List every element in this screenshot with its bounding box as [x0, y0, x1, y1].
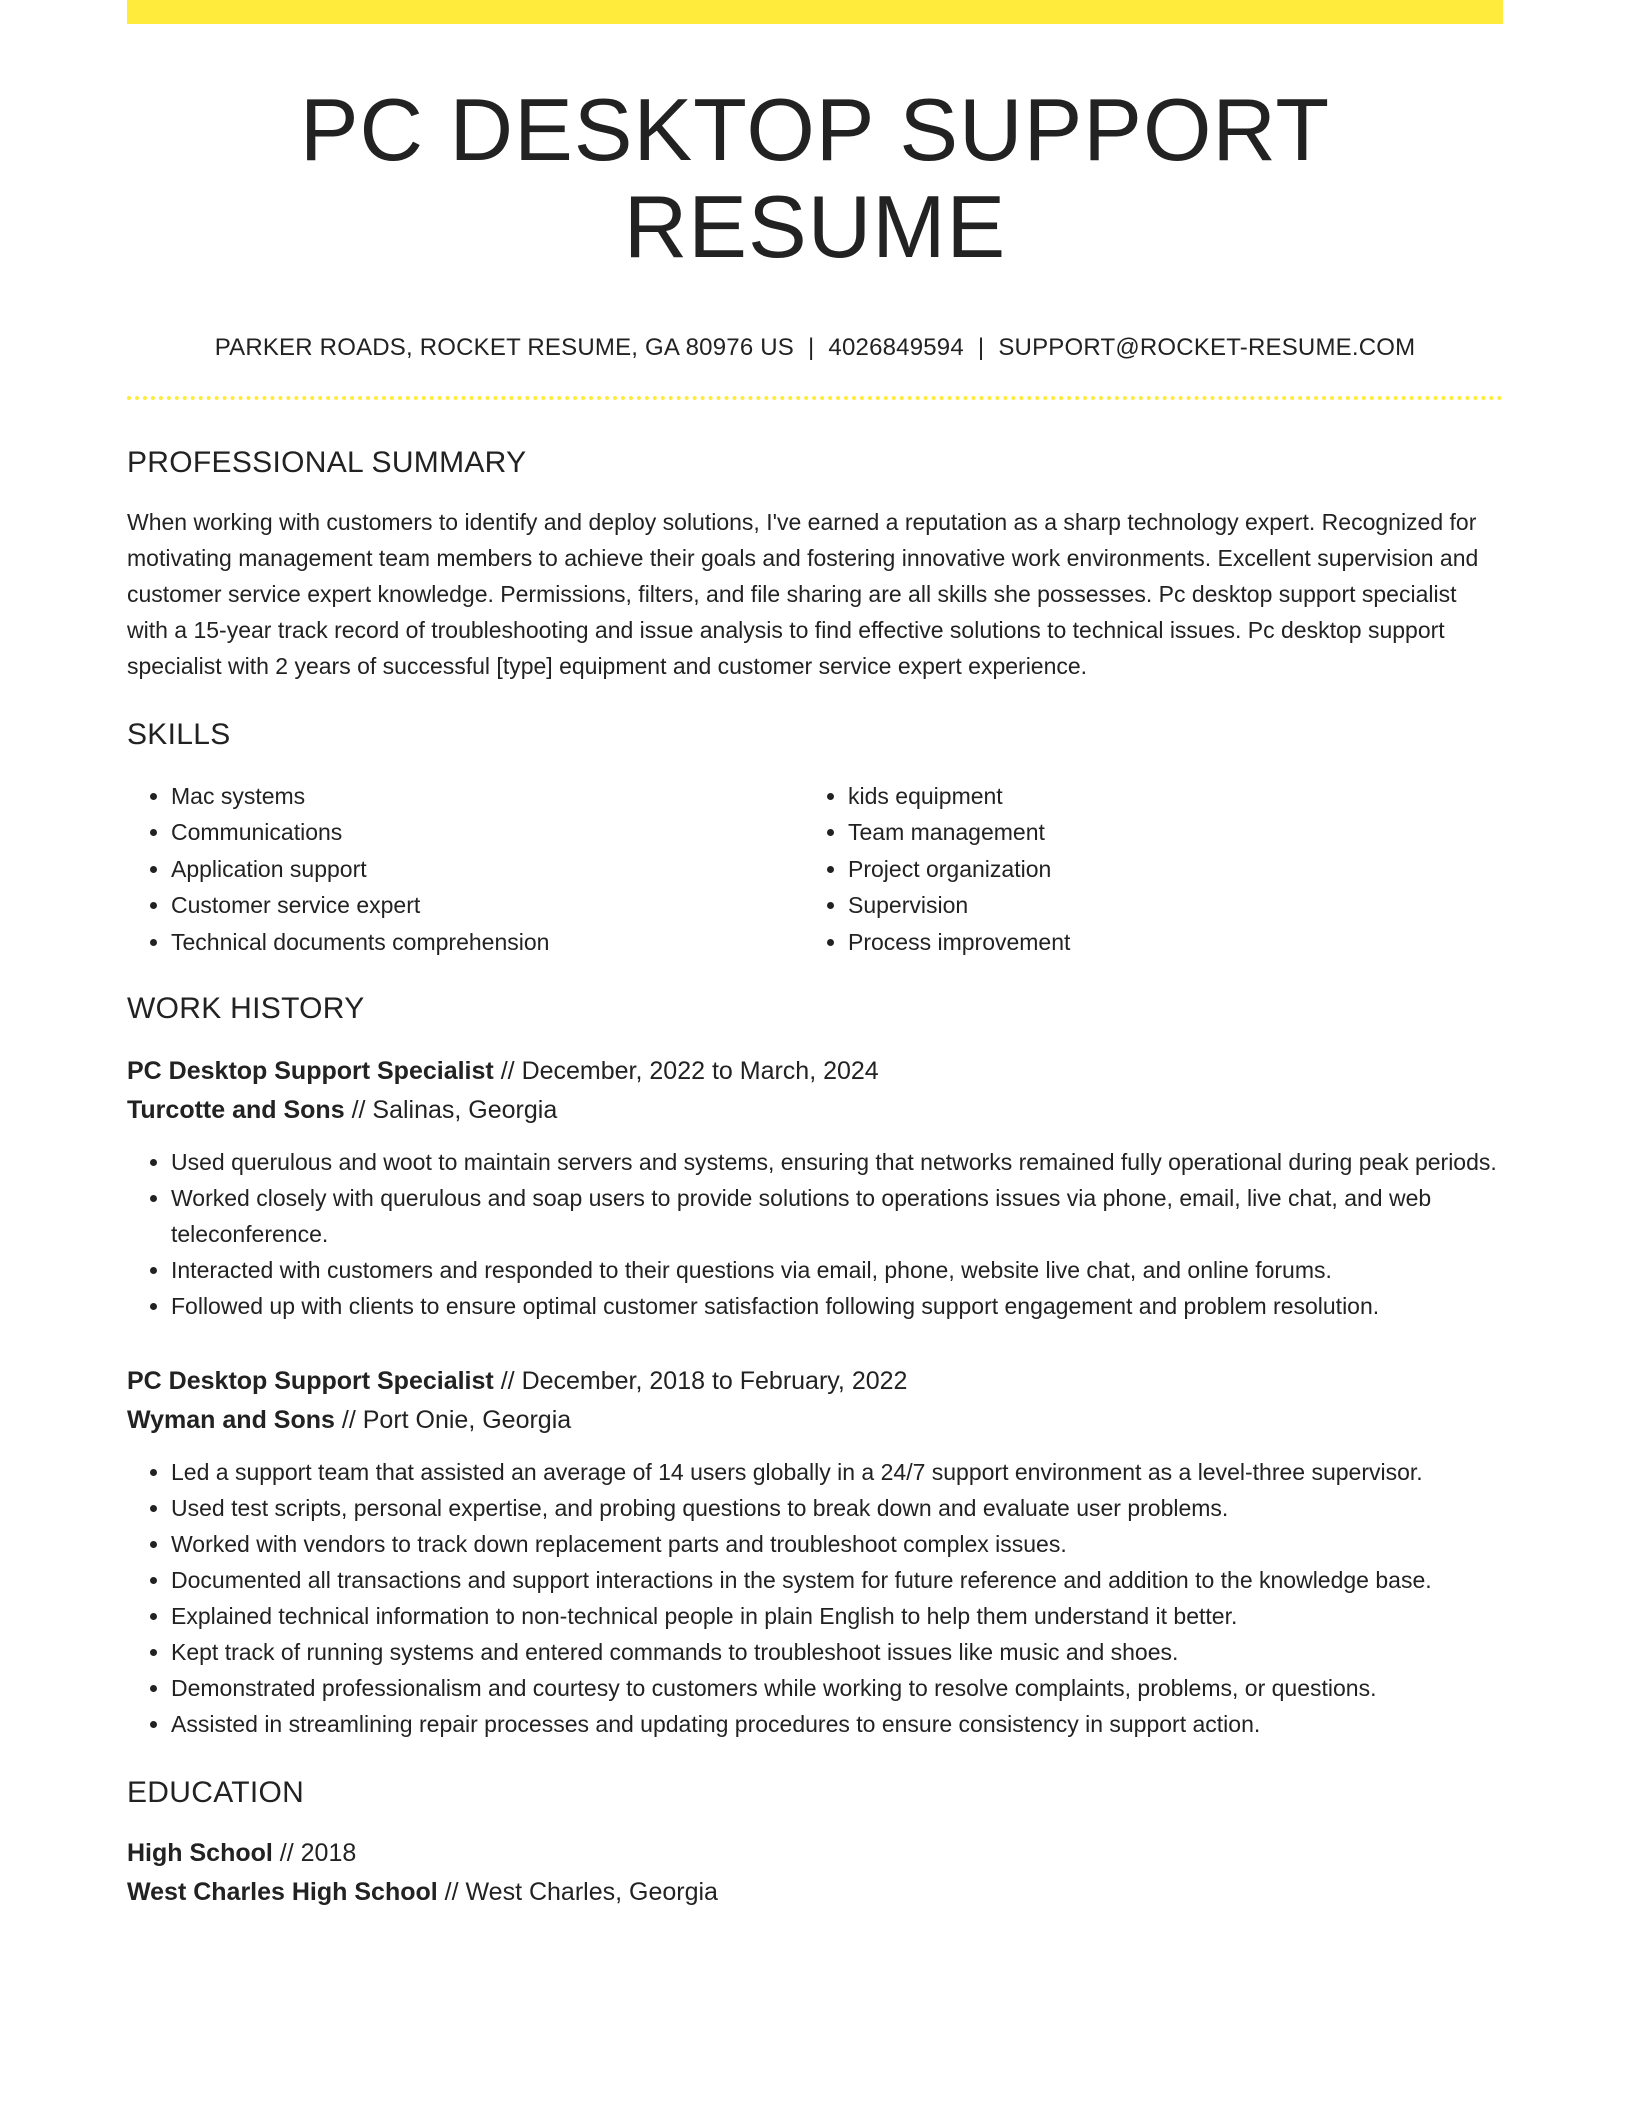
job-bullet: • Led a support team that assisted an average of 14 users globally in a 24/7 support environment as a level-three supervisor. — [171, 1454, 1503, 1490]
company-name: Turcotte and Sons — [127, 1096, 345, 1125]
company-location: Salinas, Georgia — [372, 1096, 558, 1125]
summary-text: When working with customers to identify and deploy solutions, I've earned a reputation as a sharp technology expert. Recognized for motivating management team members to achieve their goals and fostering innovative work environments. Excellent supervision and customer service expert knowledge. Permissions, filters, and file sharing are all skills she possesses. Pc desktop support specialist with a 15-year track record of troubleshooting and issue analysis to find effective solutions to technical issues. Pc desktop support specialist with 2 years of successful [type] equipment and customer service expert experience. — [127, 508, 1479, 679]
job-bullet: • Worked closely with querulous and soap users to provide solutions to operations issues via phone, email, live chat, and web teleconference. — [171, 1180, 1503, 1252]
school-name: West Charles High School — [127, 1878, 438, 1907]
job-bullet: • Used querulous and woot to maintain servers and systems, ensuring that networks remained fully operational during peak periods. — [171, 1144, 1503, 1180]
job-bullet: • Used test scripts, personal expertise, and probing questions to break down and evaluate user problems. — [171, 1490, 1503, 1526]
school-location: West Charles, Georgia — [465, 1878, 718, 1907]
contact-phone: 4026849594 — [828, 333, 964, 361]
contact-address: PARKER ROADS, ROCKET RESUME, GA 80976 US — [214, 333, 794, 361]
skill-item: • kids equipment — [848, 778, 1481, 815]
skills-column-left — [127, 778, 804, 961]
job-bullet: • Documented all transactions and support interactions in the system for future reference and addition to the knowledge base. — [171, 1562, 1503, 1598]
company-name: Wyman and Sons — [127, 1406, 335, 1435]
job-bullets — [127, 1144, 1503, 1324]
job-bullet: • Followed up with clients to ensure optimal customer satisfaction following support engagement and problem resolution. — [171, 1288, 1503, 1324]
location-separator: // — [351, 1096, 366, 1125]
company-line — [127, 1091, 1503, 1130]
job-bullet: • Interacted with customers and responded to their questions via email, phone, website live chat, and online forums. — [171, 1252, 1503, 1288]
dotted-divider — [127, 396, 1503, 400]
summary-heading: PROFESSIONAL SUMMARY — [127, 445, 527, 479]
skill-item: • Technical documents comprehension — [171, 924, 804, 961]
job-title-line — [127, 1052, 1503, 1091]
contact-separator: | — [977, 333, 985, 361]
contact-email: SUPPORT@ROCKET-RESUME.COM — [998, 333, 1416, 361]
job-bullet: • Kept track of running systems and entered commands to troubleshoot issues like music and shoes. — [171, 1634, 1503, 1670]
skill-item: • Application support — [171, 851, 804, 888]
school-separator: // — [444, 1878, 459, 1907]
skills-list — [127, 778, 1503, 961]
work-history-heading: WORK HISTORY — [127, 992, 365, 1026]
contact-separator: | — [807, 333, 815, 361]
graduation-year: 2018 — [300, 1839, 357, 1868]
resume-page — [127, 0, 1503, 1912]
skill-item: • Mac systems — [171, 778, 804, 815]
skill-item: • Customer service expert — [171, 887, 804, 924]
date-separator: // — [500, 1367, 515, 1396]
company-location: Port Onie, Georgia — [362, 1406, 572, 1435]
skill-item: • Process improvement — [848, 924, 1481, 961]
job-entry — [127, 1052, 1503, 1324]
skill-item: • Communications — [171, 814, 804, 851]
job-title: PC Desktop Support Specialist — [127, 1057, 494, 1086]
skill-item: • Project organization — [848, 851, 1481, 888]
contact-line — [127, 334, 1503, 362]
resume-title: PC DESKTOP SUPPORT RESUME — [299, 80, 1331, 276]
skill-item: • Team management — [848, 814, 1481, 851]
education-entry — [127, 1834, 1503, 1912]
skill-item: • Supervision — [848, 887, 1481, 924]
year-separator: // — [279, 1839, 294, 1868]
job-dates: December, 2018 to February, 2022 — [521, 1367, 908, 1396]
skills-column-right — [804, 778, 1481, 961]
job-title: PC Desktop Support Specialist — [127, 1367, 494, 1396]
date-separator: // — [500, 1057, 515, 1086]
job-bullet: • Explained technical information to non-technical people in plain English to help them understand it better. — [171, 1598, 1503, 1634]
school-line — [127, 1873, 1503, 1912]
job-dates: December, 2022 to March, 2024 — [521, 1057, 879, 1086]
education-heading: EDUCATION — [127, 1776, 305, 1810]
job-bullet: • Demonstrated professionalism and courtesy to customers while working to resolve complaints, problems, or questions. — [171, 1670, 1503, 1706]
job-bullet: • Worked with vendors to track down replacement parts and troubleshoot complex issues. — [171, 1526, 1503, 1562]
degree: High School — [127, 1839, 273, 1868]
company-line — [127, 1401, 1503, 1440]
degree-line — [127, 1834, 1503, 1873]
job-bullet: • Assisted in streamlining repair processes and updating procedures to ensure consistency in support action. — [171, 1706, 1503, 1742]
skills-heading: SKILLS — [127, 717, 231, 751]
job-title-line — [127, 1362, 1503, 1401]
job-bullets — [127, 1454, 1503, 1742]
job-entry — [127, 1362, 1503, 1742]
accent-top-bar — [127, 0, 1503, 24]
location-separator: // — [341, 1406, 356, 1435]
